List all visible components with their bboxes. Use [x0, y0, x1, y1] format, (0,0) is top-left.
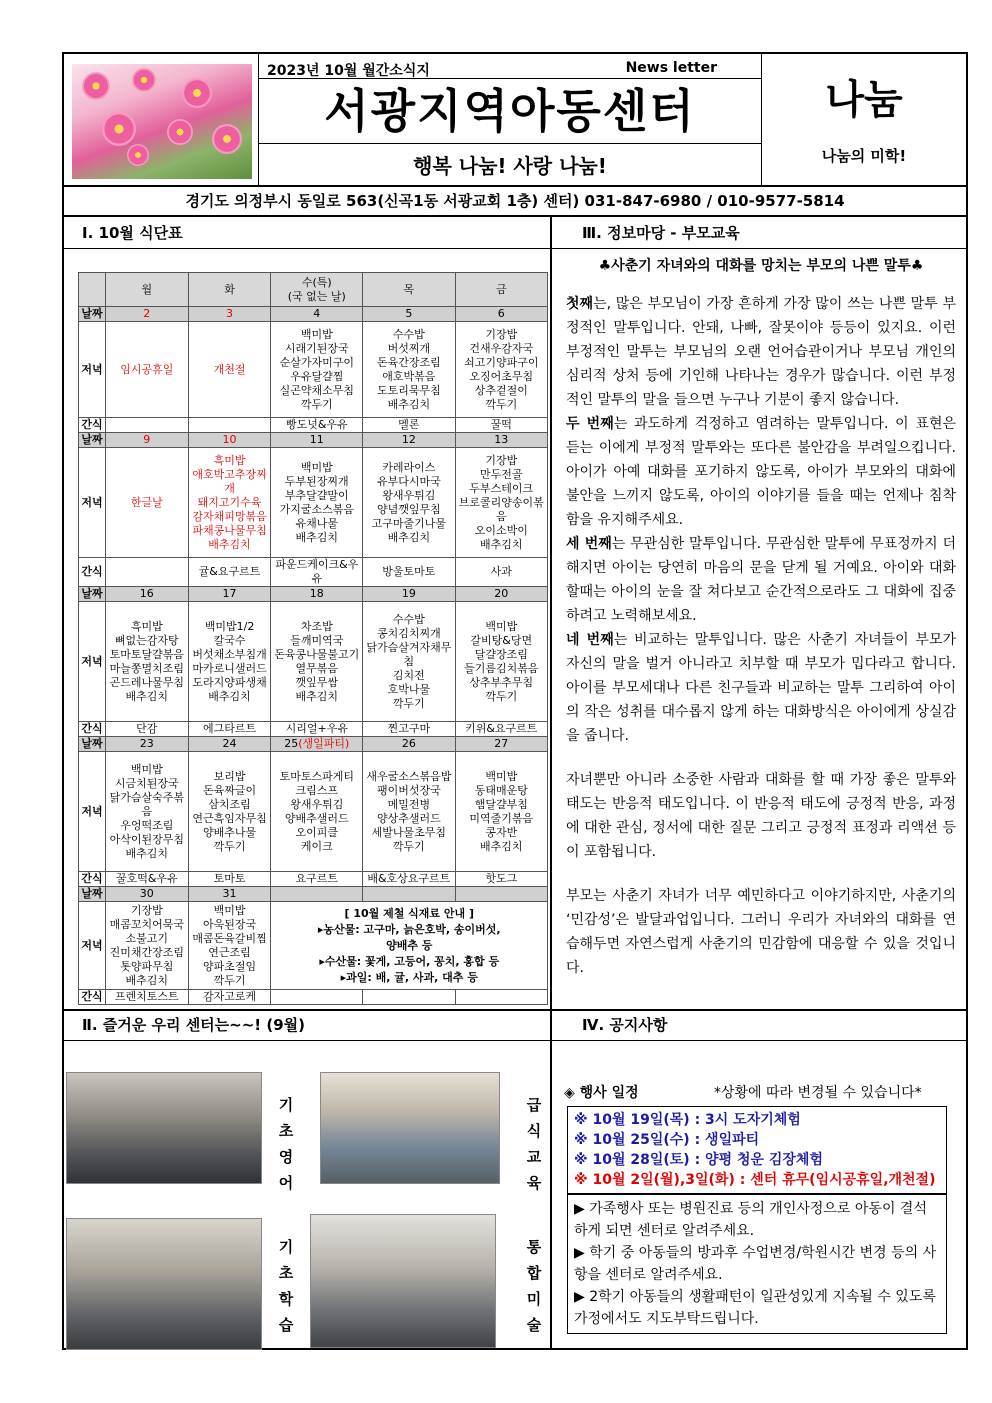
- day-header: 화: [188, 273, 271, 307]
- info-section-title: Ⅲ. 정보마당 - 부모교육: [552, 219, 966, 249]
- date-cell: 10: [188, 433, 271, 448]
- dinner-row: 저녁 흑미밥 뼈없는감자탕 토마토달걀볶음 마늘쫑멸치조림 곤드레나물무침 배추김치 백미밥1/2 칼국수 버섯채소부침개 마카로니샐러드 도라지양파생채 배추김치 차조밥 들깨미역국 돈육콩나물불고기 열무볶음 깻잎무쌈 배추김치 수수밥 콩치김치찌개 닭가슴살겨자채무침 김치전 호박나물 깍두기 백미밥 갈비탕&당면 달걀장조림 들기름김치볶음 상추부추무침 깍두기: [79, 602, 548, 722]
- date-cell: 9: [106, 433, 189, 448]
- birthday-note: (생일파티): [298, 737, 350, 750]
- event-schedule: [567, 1106, 947, 1194]
- snack-cell: [106, 558, 189, 587]
- snack-cell: 감자고로케: [188, 990, 271, 1005]
- header: [64, 54, 966, 187]
- snack-cell: 키위&요구르트: [455, 722, 547, 737]
- event-item: ※ 10월 25일(수) : 생일파티: [574, 1132, 760, 1148]
- meal-menu-table: [78, 272, 548, 1005]
- snack-cell: 단감: [106, 722, 189, 737]
- snack-cell: 꿀호떡&우유: [106, 872, 189, 887]
- date-cell: 11: [271, 433, 363, 448]
- snack-cell: 빵도넛&우유: [271, 418, 363, 433]
- event-item: ※ 10월 19일(목) : 3시 도자기체험: [574, 1112, 801, 1128]
- date-cell: 25(생일파티): [271, 737, 363, 752]
- label-basic-english: 기 초 영 어: [278, 1096, 294, 1192]
- notice-item: ▶ 2학기 아동들의 생활패턴이 일관성있게 지속될 수 있도록 가정에서도 지도부탁드립니다.: [574, 1289, 936, 1327]
- article-paragraph: 부모는 사춘기 자녀가 너무 예민하다고 이야기하지만, 사춘기의 ‘민감성’은 발달과업입니다. 그러니 우리가 자녀와의 대화를 연습해두면 자연스럽게 사춘기의 민감함에 대응할 수 있을 것입니다.: [566, 888, 956, 976]
- day-header: 수(특) (국 없는 날): [271, 273, 363, 307]
- cosmos-flower-photo: [72, 64, 252, 179]
- snack-row: 간식 꿀호떡&우유 토마토 요구르트 배&호상요구르트 핫도그: [79, 872, 548, 887]
- date-cell: 24: [188, 737, 271, 752]
- page-title: 서광지역아동센터: [259, 78, 761, 144]
- event-note: *상황에 따라 변경될 수 있습니다*: [714, 1085, 922, 1101]
- dinner-cell: 기장밥 매콤꼬치어묵국 소불고기 진미채간장조림 톳양파무침 배추김치: [106, 902, 189, 990]
- date-row: 날짜 23 24 25(생일파티) 26 27: [79, 737, 548, 752]
- article-paragraph: 첫째는, 많은 부모님이 가장 흔하게 가장 많이 쓰는 나쁜 말투 부정적인 말투입니다. 안돼, 나빠, 잘못이야 등등이 있지요. 이런 부정적인 말투는 부모님의 오랜 언어습관이거나 부모님 개인의 심리적 상처 등에 기인해 나타나는 경우가 많습니다. 이런 부정적인 말투의 말을 들으면 누구나 기분이 좋지 않습니다.: [566, 296, 956, 408]
- snack-cell: 배&호상요구르트: [363, 872, 455, 887]
- day-header: 금: [455, 273, 547, 307]
- snack-cell: [188, 418, 271, 433]
- issue-date: 2023년 10월 월간소식지: [267, 63, 430, 79]
- date-cell: 16: [106, 587, 189, 602]
- day-header: 목: [363, 273, 455, 307]
- header-subtitle: 나눔의 미학!: [821, 147, 907, 165]
- date-cell: 26: [363, 737, 455, 752]
- dinner-cell: 토마토스파게티 크림스프 왕새우튀김 양배추샐러드 오이피클 케이크: [271, 752, 363, 872]
- label-meal-education: 급 식 교 육: [526, 1096, 542, 1192]
- address-bar: 경기도 의정부시 동일로 563(신곡1동 서광교회 1층) 센터) 031-847-6980 / 010-9577-5814: [64, 187, 966, 217]
- header-right: [762, 54, 966, 185]
- date-cell: [271, 887, 363, 902]
- date-cell: 17: [188, 587, 271, 602]
- dinner-cell: 개천절: [188, 322, 271, 418]
- dinner-cell: 백미밥1/2 칼국수 버섯채소부침개 마카로니샐러드 도라지양파생채 배추김치: [188, 602, 271, 722]
- notice-section-title: Ⅳ. 공지사항: [552, 1011, 966, 1041]
- snack-cell: [455, 990, 547, 1005]
- dinner-cell: 기장밥 건새우감자국 쇠고기양파구이 오징어초무침 상추겉절이 깍두기: [455, 322, 547, 418]
- date-row: 날짜 30 31: [79, 887, 548, 902]
- menu-section-title: Ⅰ. 10월 식단표: [64, 219, 550, 249]
- fun-section-title: Ⅱ. 즐거운 우리 센터는~~! (9월): [64, 1011, 550, 1041]
- label-basic-study: 기 초 학 습: [278, 1238, 294, 1334]
- snack-cell: 요구르트: [271, 872, 363, 887]
- dinner-cell: 백미밥 두부된장찌개 부추달걀말이 가지굴소스볶음 유채나물 배추김치: [271, 448, 363, 558]
- date-cell: 19: [363, 587, 455, 602]
- dinner-cell: 백미밥 시래기된장국 순살가자미구이 우유달걀찜 실곤약채소무침 깍두기: [271, 322, 363, 418]
- label-integrated-art: 통 합 미 술: [526, 1238, 542, 1334]
- snack-cell: 멜론: [363, 418, 455, 433]
- dinner-cell: 한글날: [106, 448, 189, 558]
- header-nanum: 나눔: [825, 77, 903, 123]
- notice-list: [567, 1194, 947, 1334]
- notice-item: ▶ 학기 중 아동들의 방과후 수업변경/학원시간 변경 등의 사항을 센터로 알려주세요.: [574, 1245, 937, 1283]
- date-cell: 12: [363, 433, 455, 448]
- article-title: ♣사춘기 자녀와의 대화를 망치는 부모의 나쁜 말투♣: [598, 258, 924, 274]
- article-paragraph: 두 번째는 과도하게 걱정하고 염려하는 말투입니다. 이 표현은 듣는 이에게 부정적 말투와는 또다른 불안감을 부려일으킵니다. 아이가 아예 대화를 포기하지 않도록, 아이가 부모와의 대화에 불안을 느끼지 않도록, 아이의 이야기를 들을 때는 언제나 침착함을 유지해주세요.: [566, 416, 956, 528]
- dinner-cell: 새우굴소스볶음밥 팽이버섯장국 메밀전병 양상추샐러드 세발나물초무침 깍두기: [363, 752, 455, 872]
- day-header: 월: [106, 273, 189, 307]
- english-class-photo: [66, 1072, 262, 1184]
- snack-cell: 핫도그: [455, 872, 547, 887]
- dinner-cell: 차조밥 들깨미역국 돈육콩나물불고기 열무볶음 깻잎무쌈 배추김치: [271, 602, 363, 722]
- menu-header-row: [79, 273, 548, 307]
- date-cell: 5: [363, 307, 455, 322]
- date-cell: 23: [106, 737, 189, 752]
- snack-row: 간식 빵도넛&우유 멜론 꿀떡: [79, 418, 548, 433]
- dinner-cell: 수수밥 버섯찌개 돈육간장조림 애호박볶음 도토리묵무침 배추김치: [363, 322, 455, 418]
- event-title: ◈ 행사 일정: [564, 1085, 639, 1101]
- dinner-cell: 백미밥 시금치된장국 닭가슴살숙주볶음 우엉떡조림 아삭이된장무침 배추김치: [106, 752, 189, 872]
- snack-cell: 사과: [455, 558, 547, 587]
- newsletter-label: News letter: [625, 60, 717, 76]
- dinner-cell: 임시공휴일: [106, 322, 189, 418]
- snack-cell: [363, 990, 455, 1005]
- date-cell: 27: [455, 737, 547, 752]
- slogan: 행복 나눔! 사랑 나눔!: [413, 154, 607, 178]
- snack-row: 간식 단감 에그타르트 시리얼+우유 찐고구마 키위&요구르트: [79, 722, 548, 737]
- snack-cell: 에그타르트: [188, 722, 271, 737]
- date-cell: 13: [455, 433, 547, 448]
- dinner-row: 저녁 임시공휴일 개천절 백미밥 시래기된장국 순살가자미구이 우유달걀찜 실곤약채소무침 깍두기 수수밥 버섯찌개 돈육간장조림 애호박볶음 도토리묵무침 배추김치 기장밥 건새우감자국 쇠고기양파구이 오징어초무침 상추겉절이 깍두기: [79, 322, 548, 418]
- snack-cell: 프렌치토스트: [106, 990, 189, 1005]
- dinner-row: 저녁 백미밥 시금치된장국 닭가슴살숙주볶음 우엉떡조림 아삭이된장무침 배추김치 보리밥 돈육짜글이 삼치조림 연근흑임자무침 양배추나물 깍두기 토마토스파게티 크림스프 왕새우튀김 양배추샐러드 오이피클 케이크 새우굴소스볶음밥 팽이버섯장국 메밀전병 양상추샐러드 세발나물초무침 깍두기 백미밥 동태매운탕 햄달걀부침 미역줄기볶음 콩자반 배추김치: [79, 752, 548, 872]
- dinner-cell: 기장밥 만두전골 두부스테이크 브로콜리양송이볶음 오이소박이 배추김치: [455, 448, 547, 558]
- snack-cell: [271, 990, 363, 1005]
- art-class-photo: [310, 1214, 496, 1348]
- event-item: ※ 10월 28일(토) : 양평 청운 김장체험: [574, 1152, 823, 1168]
- basic-study-photo: [66, 1218, 262, 1350]
- seasonal-food-notice: [ 10월 제철 식재료 안내 ] ▸농산물: 고구마, 늙은호박, 송이버섯, 양배추 등 ▸수산물: 꽃게, 고등어, 꽁치, 홍합 등 ▸과일: 배, 귤, 사과, 대추 등: [271, 902, 548, 990]
- dinner-cell: 백미밥 동태매운탕 햄달걀부침 미역줄기볶음 콩자반 배추김치: [455, 752, 547, 872]
- date-row: 날짜 9 10 11 12 13: [79, 433, 548, 448]
- dinner-cell: 보리밥 돈육짜글이 삼치조림 연근흑임자무침 양배추나물 깍두기: [188, 752, 271, 872]
- dinner-cell: 흑미밥 뼈없는감자탕 토마토달걀볶음 마늘쫑멸치조림 곤드레나물무침 배추김치: [106, 602, 189, 722]
- snack-cell: 방울토마토: [363, 558, 455, 587]
- date-cell: 30: [106, 887, 189, 902]
- date-cell: 18: [271, 587, 363, 602]
- date-cell: 31: [188, 887, 271, 902]
- snack-cell: 토마토: [188, 872, 271, 887]
- snack-cell: 찐고구마: [363, 722, 455, 737]
- dinner-cell: 흑미밥 애호박고추장찌개 돼지고기수육 감자채피망볶음 파채콩나물무침 배추김치: [188, 448, 271, 558]
- dinner-cell: 카레라이스 유부다시마국 왕새우튀김 양념깻잎무침 고구마줄기나물 배추김치: [363, 448, 455, 558]
- snack-cell: 파운드케이크&우유: [271, 558, 363, 587]
- dinner-row: 저녁 기장밥 매콤꼬치어묵국 소불고기 진미채간장조림 톳양파무침 배추김치 백미밥 아욱된장국 매콤돈육갈비찜 연근조림 양파초절임 깍두기 [ 10월 제철 식재료 안내 ] ▸농산물: 고구마, 늙은호박, 송이버섯, 양배추 등 ▸수산물: 꽃게, 고등어, 꽁치, 홍합 등 ▸과일: 배, 귤, 사과, 대추 등: [79, 902, 548, 990]
- article-paragraph: 네 번째는 비교하는 말투입니다. 많은 사춘기 자녀들이 부모가 자신의 말을 벌거 아니라고 치부할 때 부모가 밉다라고 합니다. 아이를 부모세대나 다른 친구들과 비교하는 말투 그리하여 아이의 작은 성취를 대수롭지 않게 하는 대화방식은 아이에게 상실감을 줍니다.: [566, 632, 956, 744]
- newsletter-frame: [62, 52, 968, 1350]
- snack-cell: 꿀떡: [455, 418, 547, 433]
- meal-education-photo: [320, 1072, 500, 1184]
- snack-row: 간식 귤&요구르트 파운드케이크&우유 방울토마토 사과: [79, 558, 548, 587]
- header-center: [258, 54, 762, 185]
- dinner-cell: 백미밥 갈비탕&당면 달걀장조림 들기름김치볶음 상추부추무침 깍두기: [455, 602, 547, 722]
- date-cell: [455, 887, 547, 902]
- parent-education-article: [566, 254, 956, 980]
- date-cell: 2: [106, 307, 189, 322]
- date-row: 날짜 16 17 18 19 20: [79, 587, 548, 602]
- date-cell: [363, 887, 455, 902]
- notice-item: ▶ 가족행사 또는 병원진료 등의 개인사정으로 아동이 결석하게 되면 센터로 알려주세요.: [574, 1201, 927, 1239]
- dinner-row: 저녁 한글날 흑미밥 애호박고추장찌개 돼지고기수육 감자채피망볶음 파채콩나물무침 배추김치 백미밥 두부된장찌개 부추달걀말이 가지굴소스볶음 유채나물 배추김치 카레라이스 유부다시마국 왕새우튀김 양념깻잎무침 고구마줄기나물 배추김치 기장밥 만두전골 두부스테이크 브로콜리양송이볶음 오이소박이 배추김치: [79, 448, 548, 558]
- date-cell: 3: [188, 307, 271, 322]
- snack-cell: 귤&요구르트: [188, 558, 271, 587]
- article-paragraph: 자녀뿐만 아니라 소중한 사람과 대화를 할 때 가장 좋은 말투와 태도는 반응적 태도입니다. 이 반응적 태도에 긍정적 반응, 과정에 대한 관심, 정서에 대한 질문 그리고 긍정적 표정과 리액션 등이 포함됩니다.: [566, 772, 956, 860]
- dinner-cell: 백미밥 아욱된장국 매콤돈육갈비찜 연근조림 양파초절임 깍두기: [188, 902, 271, 990]
- snack-row: 간식 프렌치토스트 감자고로케: [79, 990, 548, 1005]
- event-item: ※ 10월 2일(월),3일(화) : 센터 휴무(임시공휴일,개천절): [574, 1172, 936, 1188]
- snack-cell: [106, 418, 189, 433]
- snack-cell: 시리얼+우유: [271, 722, 363, 737]
- date-cell: 20: [455, 587, 547, 602]
- article-paragraph: 세 번째는 무관심한 말투입니다. 무관심한 말투에 무표정까지 더해지면 아이는 당연히 마음의 문을 닫게 될 거예요. 아이와 대화할때는 아이의 눈을 잘 쳐다보고 순간적으로라도 그 대화에 집중하려고 노력해보세요.: [566, 536, 956, 624]
- date-cell: 6: [455, 307, 547, 322]
- dinner-cell: 수수밥 콩치김치찌개 닭가슴살겨자채무침 김치전 호박나물 깍두기: [363, 602, 455, 722]
- date-row: 날짜 2 3 4 5 6: [79, 307, 548, 322]
- date-cell: 4: [271, 307, 363, 322]
